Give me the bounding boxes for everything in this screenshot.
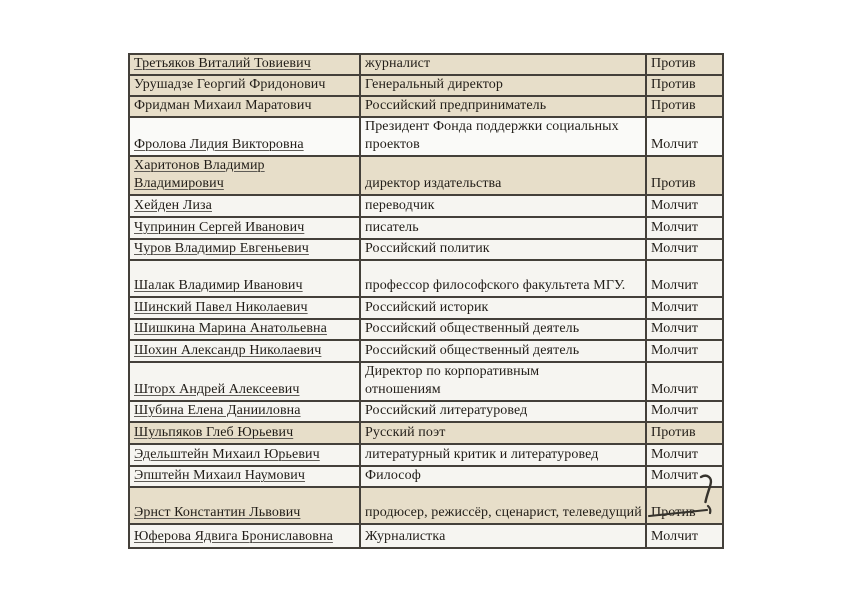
occupation-cell xyxy=(360,217,646,239)
table-row xyxy=(129,444,723,466)
name-cell xyxy=(129,466,360,487)
occupation-cell xyxy=(360,239,646,260)
vote-text: Против xyxy=(651,56,696,71)
occupation-text: Русский поэт xyxy=(365,425,446,440)
occupation-cell xyxy=(360,75,646,96)
person-name-link: Шохин Александр Николаевич xyxy=(134,343,322,358)
vote-text: Молчит xyxy=(651,278,699,293)
person-name-link: Шишкина Марина Анатольевна xyxy=(134,321,327,336)
occupation-cell xyxy=(360,54,646,75)
occupation-text: Российский общественный деятель xyxy=(365,343,580,358)
vote-cell xyxy=(646,401,723,422)
table-row xyxy=(129,117,723,156)
occupation-text: Генеральный директор xyxy=(365,77,503,92)
vote-text: Против xyxy=(651,77,696,92)
vote-text: Молчит xyxy=(651,321,699,336)
vote-text: Молчит xyxy=(651,468,699,483)
name-cell xyxy=(129,422,360,444)
occupation-text: журналист xyxy=(365,56,431,71)
person-name-link: Эпштейн Михаил Наумович xyxy=(134,468,306,483)
occupation-cell xyxy=(360,422,646,444)
table-row xyxy=(129,156,723,195)
vote-text: Молчит xyxy=(651,447,699,462)
vote-text: Молчит xyxy=(651,300,699,315)
vote-text: Против xyxy=(651,176,696,191)
name-cell xyxy=(129,54,360,75)
person-name-link: Шульпяков Глеб Юрьевич xyxy=(134,425,294,440)
vote-text: Молчит xyxy=(651,220,699,235)
person-name-link: Чуров Владимир Евгеньевич xyxy=(134,241,309,256)
table-row xyxy=(129,401,723,422)
name-cell xyxy=(129,260,360,297)
occupation-text: директор издательства xyxy=(365,176,502,191)
name-cell xyxy=(129,217,360,239)
vote-text: Молчит xyxy=(651,382,699,397)
vote-cell xyxy=(646,195,723,217)
table-row xyxy=(129,75,723,96)
occupation-cell xyxy=(360,524,646,548)
vote-cell xyxy=(646,422,723,444)
occupation-text: продюсер, режиссёр, сценарист, телеведущий xyxy=(365,505,642,520)
vote-cell xyxy=(646,524,723,548)
occupation-cell xyxy=(360,362,646,401)
vote-text: Молчит xyxy=(651,403,699,418)
vote-text: Против xyxy=(651,98,696,113)
occupation-cell xyxy=(360,340,646,362)
occupation-cell xyxy=(360,96,646,117)
vote-cell xyxy=(646,260,723,297)
vote-cell xyxy=(646,466,723,487)
table-row xyxy=(129,260,723,297)
occupation-cell xyxy=(360,444,646,466)
table-row xyxy=(129,195,723,217)
vote-cell xyxy=(646,487,723,524)
occupation-cell xyxy=(360,195,646,217)
person-name-link: Третьяков Виталий Товиевич xyxy=(134,56,311,71)
occupation-text: Журналистка xyxy=(365,529,446,544)
occupation-text: литературный критик и литературовед xyxy=(365,447,599,462)
occupation-text: Директор по корпоративным отношениям xyxy=(365,364,540,397)
vote-text: Против xyxy=(651,425,696,440)
person-name-link: Юферова Ядвига Брониславовна xyxy=(134,529,333,544)
vote-cell xyxy=(646,96,723,117)
vote-cell xyxy=(646,75,723,96)
occupation-text: Российский литературовед xyxy=(365,403,528,418)
name-cell xyxy=(129,239,360,260)
name-cell xyxy=(129,444,360,466)
occupation-text: Российский общественный деятель xyxy=(365,321,580,336)
occupation-cell xyxy=(360,260,646,297)
name-cell xyxy=(129,362,360,401)
table-row xyxy=(129,217,723,239)
table-row xyxy=(129,466,723,487)
person-name-link: Чупринин Сергей Иванович xyxy=(134,220,305,235)
person-name-link: Эрнст Константин Львович xyxy=(134,505,301,520)
person-name-link: Фридман Михаил Маратович xyxy=(134,98,312,113)
vote-text: Молчит xyxy=(651,241,699,256)
person-name-link: Эдельштейн Михаил Юрьевич xyxy=(134,447,320,462)
table-row xyxy=(129,319,723,340)
occupation-text: Российский политик xyxy=(365,241,490,256)
vote-text: Молчит xyxy=(651,137,699,152)
occupation-cell xyxy=(360,156,646,195)
name-cell xyxy=(129,117,360,156)
vote-cell xyxy=(646,297,723,319)
table-row xyxy=(129,422,723,444)
person-name-link: Харитонов Владимир Владимирович xyxy=(134,158,265,191)
table-row xyxy=(129,239,723,260)
vote-text: Молчит xyxy=(651,529,699,544)
vote-cell xyxy=(646,340,723,362)
name-cell xyxy=(129,340,360,362)
occupation-text: Философ xyxy=(365,468,421,483)
vote-cell xyxy=(646,319,723,340)
person-name-link: Шубина Елена Данииловна xyxy=(134,403,301,418)
occupation-cell xyxy=(360,297,646,319)
vote-cell xyxy=(646,156,723,195)
occupation-text: писатель xyxy=(365,220,419,235)
occupation-cell xyxy=(360,487,646,524)
occupation-text: переводчик xyxy=(365,198,435,213)
name-cell xyxy=(129,195,360,217)
name-cell xyxy=(129,156,360,195)
occupation-text: профессор философского факультета МГУ. xyxy=(365,278,626,293)
occupation-cell xyxy=(360,401,646,422)
occupation-text: Президент Фонда поддержки социальных проектов xyxy=(365,119,619,152)
table-row xyxy=(129,96,723,117)
vote-cell xyxy=(646,444,723,466)
vote-cell xyxy=(646,117,723,156)
table-row xyxy=(129,297,723,319)
vote-text: Молчит xyxy=(651,343,699,358)
vote-table-body xyxy=(129,54,723,548)
name-cell xyxy=(129,297,360,319)
person-name-link: Шалак Владимир Иванович xyxy=(134,278,303,293)
occupation-text: Российский историк xyxy=(365,300,489,315)
person-name-link: Шторх Андрей Алексеевич xyxy=(134,382,300,397)
table-row xyxy=(129,524,723,548)
name-cell xyxy=(129,524,360,548)
person-name-link: Хейден Лиза xyxy=(134,198,212,213)
occupation-text: Российский предприниматель xyxy=(365,98,547,113)
vote-text: Молчит xyxy=(651,198,699,213)
occupation-cell xyxy=(360,319,646,340)
name-cell xyxy=(129,75,360,96)
table-row xyxy=(129,487,723,524)
person-name-link: Фролова Лидия Викторовна xyxy=(134,137,304,152)
occupation-cell xyxy=(360,117,646,156)
name-cell xyxy=(129,319,360,340)
person-name-link: Урушадзе Георгий Фридонович xyxy=(134,77,326,92)
vote-cell xyxy=(646,362,723,401)
occupation-cell xyxy=(360,466,646,487)
vote-cell xyxy=(646,217,723,239)
table-row xyxy=(129,362,723,401)
name-cell xyxy=(129,96,360,117)
person-name-link: Шинский Павел Николаевич xyxy=(134,300,308,315)
name-cell xyxy=(129,487,360,524)
vote-cell xyxy=(646,54,723,75)
table-row xyxy=(129,340,723,362)
vote-cell xyxy=(646,239,723,260)
vote-text: Против xyxy=(651,505,696,520)
vote-table xyxy=(128,53,724,549)
name-cell xyxy=(129,401,360,422)
table-row xyxy=(129,54,723,75)
